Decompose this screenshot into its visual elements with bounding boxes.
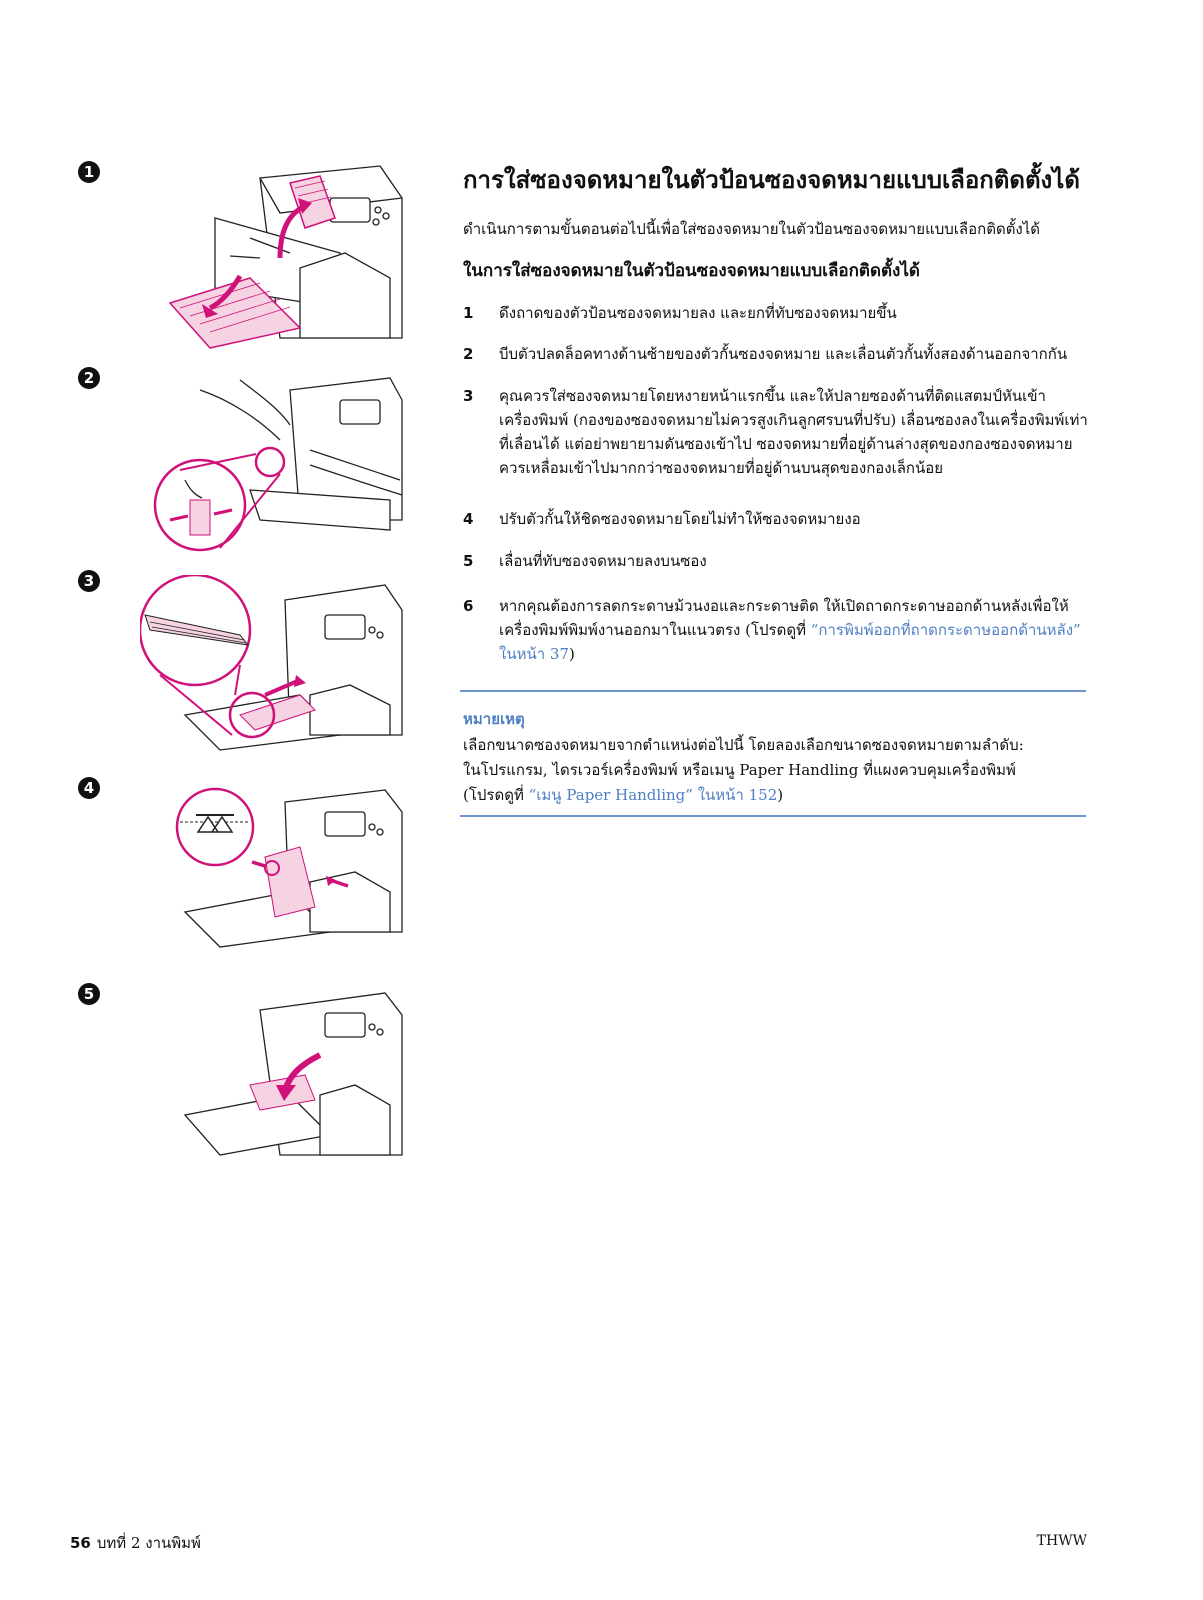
chapter-label: บทที่ 2 งานพิมพ์ <box>96 1534 201 1552</box>
illustration-step-1 <box>140 158 410 358</box>
note-body <box>463 733 1088 808</box>
step-number: 3 <box>463 387 474 405</box>
intro-paragraph: ดำเนินการตามขั้นตอนต่อไปนี้เพื่อใส่ซองจดหมายในตัวป้อนซองจดหมายแบบเลือกติดตั้งได้ <box>463 220 1041 238</box>
step-item-1 <box>463 301 1093 325</box>
step-number: 2 <box>463 345 474 363</box>
step-badge-5: 5 <box>78 983 100 1005</box>
footer-right: THWW <box>1036 1533 1087 1549</box>
step-text-after: ) <box>569 645 575 663</box>
step-number: 1 <box>463 304 474 322</box>
step-badge-3: 3 <box>78 570 100 592</box>
step-badge-1: 1 <box>78 161 100 183</box>
step-item-2 <box>463 342 1093 366</box>
note-line-2: ในโปรแกรม, ไดรเวอร์เครื่องพิมพ์ หรือเมนู Paper Handling ที่แผงควบคุมเครื่องพิมพ์ <box>463 761 1016 779</box>
step-number: 4 <box>463 510 474 528</box>
procedure-heading: ในการใส่ซองจดหมายในตัวป้อนซองจดหมายแบบเลือกติดตั้งได้ <box>463 261 920 281</box>
step-number: 5 <box>463 552 474 570</box>
note-bottom-rule <box>460 815 1086 817</box>
note-line-3-start: (โปรดดูที่ <box>463 786 529 804</box>
page-title: การใส่ซองจดหมายในตัวป้อนซองจดหมายแบบเลือกติดตั้งได้ <box>463 166 1080 194</box>
step-text-main: หากคุณต้องการลดกระดาษม้วนงอและกระดาษติด ให้เปิดถาดกระดาษออกด้านหลังเพื่อให้เครื่องพิมพ์พิมพ์งานออกมาในแนวตรง (โปรดดูที่ <box>499 597 1069 639</box>
step-text: เลื่อนที่ทับซองจดหมายลงบนซอง <box>499 552 707 570</box>
paper-handling-menu-link[interactable]: “เมนู Paper Handling” ในหน้า 152 <box>528 786 778 804</box>
step-text: ดึงถาดของตัวป้อนซองจดหมายลง และยกที่ทับซองจดหมายขึ้น <box>499 304 897 322</box>
step-number: 6 <box>463 597 474 615</box>
illustration-step-4 <box>140 782 410 962</box>
page-number: 56 <box>70 1534 91 1552</box>
footer-left <box>70 1531 201 1555</box>
step-text: ปรับตัวกั้นให้ชิดซองจดหมายโดยไม่ทำให้ซองจดหมายงอ <box>499 510 861 528</box>
step-item-4 <box>463 507 1093 531</box>
illustration-step-2 <box>140 370 410 555</box>
note-line-3-end: ) <box>777 786 784 804</box>
step-item-5 <box>463 549 1093 573</box>
step-item-3 <box>463 384 1093 480</box>
note-top-rule <box>460 690 1086 692</box>
step-text: บีบตัวปลดล็อคทางด้านซ้ายของตัวกั้นซองจดหมาย และเลื่อนตัวกั้นทั้งสองด้านออกจากกัน <box>499 345 1068 363</box>
step-text: คุณควรใส่ซองจดหมายโดยหงายหน้าแรกขึ้น และให้ปลายซองด้านที่ติดแสตมป์หันเข้าเครื่องพิมพ์ (กองของซองจดหมายไม่ควรสูงเกินลูกศรบนที่ปรับ) เลื่อนซองลงในเครื่องพิมพ์เท่าที่เลื่อนได้ แต่อย่าพยายามดันซองเข้าไป ซองจดหมายที่อยู่ด้านล่างสุดของกองซองจดหมายควรเหลื่อมเข้าไปมากกว่าซองจดหมายที่อยู่ด้านบนสุดของกองเล็กน้อย <box>499 387 1088 477</box>
step-item-6 <box>463 594 1093 666</box>
illustration-step-3 <box>140 575 410 755</box>
rear-output-bin-link[interactable]: “การพิมพ์ออกที่ถาดกระดาษออกด้านหลัง” ในหน้า 37 <box>499 621 1081 663</box>
note-line-3 <box>463 783 1088 808</box>
note-label: หมายเหตุ <box>463 710 525 728</box>
illustration-step-5 <box>140 985 410 1165</box>
note-line-1: เลือกขนาดซองจดหมายจากตำแหน่งต่อไปนี้ โดยลองเลือกขนาดซองจดหมายตามลำดับ: <box>463 736 1024 754</box>
step-text <box>499 594 1093 666</box>
step-badge-4: 4 <box>78 777 100 799</box>
step-badge-2: 2 <box>78 367 100 389</box>
